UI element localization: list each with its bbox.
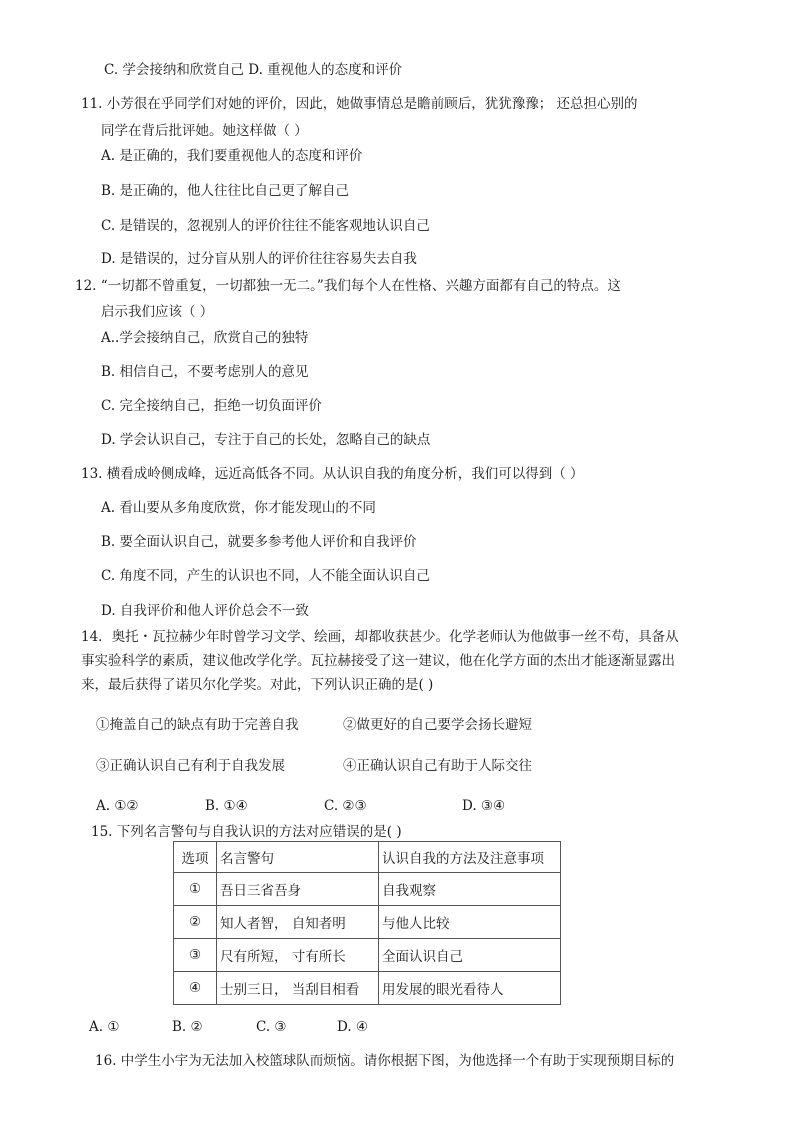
q14-option-c: C. ②③ bbox=[324, 798, 367, 814]
table-row bbox=[174, 972, 561, 1005]
q14-stem-line3: 来，最后获得了诺贝尔化学奖。对此，下列认识正确的是( ) bbox=[81, 677, 434, 693]
table-cell-quote: 知人者智， 自知者明 bbox=[217, 906, 379, 939]
q14-option-b: B. ①④ bbox=[205, 798, 248, 814]
q16-stem: 16. 中学生小宇为无法加入校篮球队而烦恼。请你根据下图，为他选择一个有助于实现预期目标的 bbox=[95, 1053, 675, 1069]
q14-stem-line1: 14．奥托・瓦拉赫少年时曾学习文学、绘画，却都收获甚少。化学老师认为他做事一丝不苟，具备从 bbox=[81, 629, 679, 645]
table-cell-option: ① bbox=[174, 873, 217, 906]
q12-option-d: D. 学会认识自己，专注于自己的长处，忽略自己的缺点 bbox=[101, 432, 431, 448]
table-header-cell: 认识自我的方法及注意事项 bbox=[379, 842, 561, 873]
q13-stem: 13. 横看成岭侧成峰，远近高低各不同。从认识自我的角度分析，我们可以得到（ ） bbox=[81, 466, 584, 482]
table-row bbox=[174, 939, 561, 972]
table-cell-option: ③ bbox=[174, 939, 217, 972]
q12-stem-line2: 启示我们应该（ ） bbox=[101, 304, 214, 320]
q13-option-a: A. 看山要从多角度欣赏，你才能发现山的不同 bbox=[101, 500, 376, 516]
q14-stem-line2: 事实验科学的素质，建议他改学化学。瓦拉赫接受了这一建议，他在化学方面的杰出才能逐渐显露出 bbox=[81, 653, 675, 669]
q14-option-d: D. ③④ bbox=[462, 798, 506, 814]
q12-stem-line1: 12. “一切都不曾重复，一切都独一无二。”我们每个人在性格、兴趣方面都有自己的特点。这 bbox=[75, 278, 621, 294]
q11-option-b: B. 是正确的，他人往往比自己更了解自己 bbox=[101, 183, 350, 199]
q10-options-cd: C. 学会接纳和欣赏自己 D. 重视他人的态度和评价 bbox=[104, 62, 403, 78]
table-header-cell: 选项 bbox=[174, 842, 217, 873]
table-cell-option: ④ bbox=[174, 972, 217, 1005]
q11-option-c: C. 是错误的，忽视别人的评价往往不能客观地认识自己 bbox=[101, 218, 430, 234]
q14-statement-3: ③正确认识自己有利于自我发展 bbox=[96, 758, 285, 774]
table-cell-method: 自我观察 bbox=[379, 873, 561, 906]
table-cell-option: ② bbox=[174, 906, 217, 939]
table-row bbox=[174, 906, 561, 939]
table-cell-method: 用发展的眼光看待人 bbox=[379, 972, 561, 1005]
q11-option-a: A. 是正确的，我们要重视他人的态度和评价 bbox=[101, 148, 363, 164]
q15-stem: 15. 下列名言警句与自我认识的方法对应错误的是( ) bbox=[91, 824, 402, 840]
q15-option-d: D. ④ bbox=[337, 1019, 369, 1035]
q15-quotes-table bbox=[173, 841, 561, 1005]
q13-option-b: B. 要全面认识自己，就要多参考他人评价和自我评价 bbox=[101, 534, 417, 550]
q12-option-a: A..学会接纳自己，欣赏自己的独特 bbox=[101, 330, 309, 346]
table-cell-method: 与他人比较 bbox=[379, 906, 561, 939]
q14-statement-4: ④正确认识自己有助于人际交往 bbox=[343, 758, 532, 774]
q13-option-c: C. 角度不同，产生的认识也不同，人不能全面认识自己 bbox=[101, 568, 430, 584]
table-cell-method: 全面认识自己 bbox=[379, 939, 561, 972]
table-cell-quote: 尺有所短， 寸有所长 bbox=[217, 939, 379, 972]
q11-option-d: D. 是错误的，过分盲从别人的评价往往容易失去自我 bbox=[101, 251, 417, 267]
table-header-row bbox=[174, 842, 561, 873]
q11-stem-line2: 同学在背后批评她。她这样做（ ） bbox=[101, 123, 308, 139]
q12-option-b: B. 相信自己，不要考虑别人的意见 bbox=[101, 364, 309, 380]
q15-option-a: A. ① bbox=[89, 1019, 120, 1035]
table-cell-quote: 吾日三省吾身 bbox=[217, 873, 379, 906]
table-cell-quote: 士别三日， 当刮目相看 bbox=[217, 972, 379, 1005]
q14-option-a: A. ①② bbox=[96, 798, 139, 814]
q15-option-b: B. ② bbox=[172, 1019, 203, 1035]
q11-stem-line1: 11. 小芳很在乎同学们对她的评价，因此，她做事情总是瞻前顾后，犹犹豫豫； 还总担心别的 bbox=[81, 96, 638, 112]
q15-option-c: C. ③ bbox=[256, 1019, 287, 1035]
q14-statement-2: ②做更好的自己要学会扬长避短 bbox=[343, 717, 532, 733]
q14-statement-1: ①掩盖自己的缺点有助于完善自我 bbox=[96, 717, 299, 733]
table-header-cell: 名言警句 bbox=[217, 842, 379, 873]
q13-option-d: D. 自我评价和他人评价总会不一致 bbox=[101, 603, 309, 619]
table-row bbox=[174, 873, 561, 906]
q12-option-c: C. 完全接纳自己，拒绝一切负面评价 bbox=[101, 398, 322, 414]
